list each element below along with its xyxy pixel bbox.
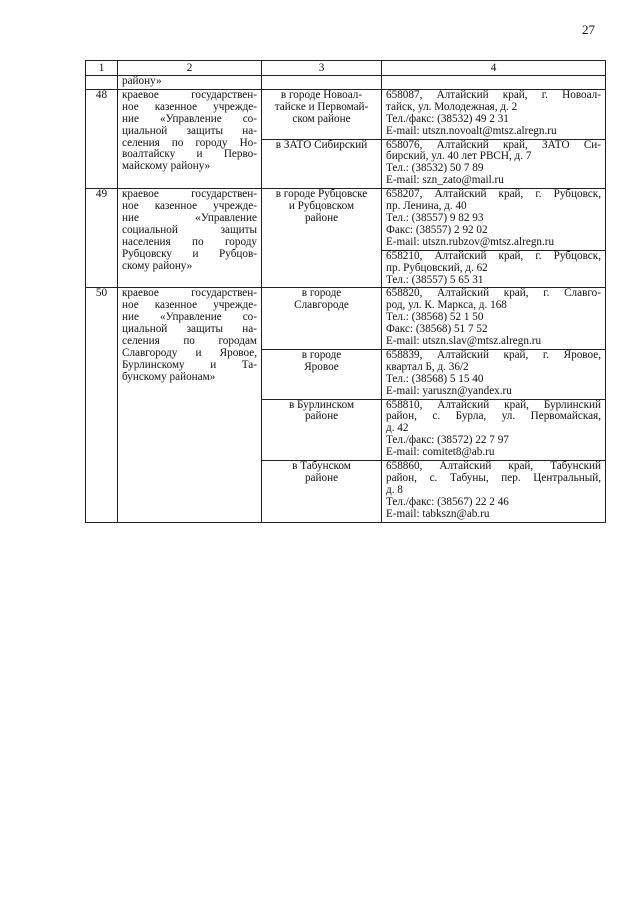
address-line: д. 8 — [386, 483, 403, 496]
column-header: 3 — [262, 61, 382, 76]
organization-line: майскому району» — [122, 160, 211, 173]
address-line: 658210, Алтайский край, г. Рубцовск, — [386, 250, 601, 262]
area-cell — [262, 76, 382, 90]
phone-line: Тел.: (38532) 50 7 89 — [386, 162, 484, 175]
organization-line: ние «Управление со- — [122, 311, 257, 324]
organization-line: ное казенное учрежде- — [122, 100, 257, 113]
address-line: бирский, ул. 40 лет РВСН, д. 7 — [386, 150, 532, 163]
address-cell — [382, 461, 606, 523]
organization-cell — [118, 89, 262, 188]
area-line: ском районе — [292, 112, 351, 125]
organization-line: селения по городу Но- — [122, 136, 257, 149]
area-cell — [262, 461, 382, 523]
page-number: 27 — [582, 22, 595, 37]
organization-line: социальной защиты — [122, 223, 257, 236]
email-line: E-mail: comitet8@ab.ru — [386, 446, 495, 459]
column-header: 2 — [118, 61, 262, 76]
number-cell — [86, 76, 118, 90]
address-line: 658860, Алтайский край, Табунский — [386, 460, 601, 473]
organization-line: ное казенное учрежде- — [122, 200, 257, 213]
address-line: район, с. Табуны, пер. Центральный, — [386, 472, 601, 484]
area-cell — [262, 349, 382, 399]
fax-line: Факс: (38557) 2 92 02 — [386, 223, 488, 236]
header-row — [86, 61, 606, 76]
area-cell — [262, 288, 382, 350]
area-line: районе — [304, 472, 339, 484]
phone-line: Тел.: (38568) 5 15 40 — [386, 372, 484, 385]
address-line: д. 42 — [386, 422, 409, 435]
address-line: квартал Б, д. 36/2 — [386, 360, 469, 373]
address-cell — [382, 399, 606, 461]
organization-line: циальной защиты на- — [122, 124, 257, 137]
area-line: районе — [304, 410, 339, 423]
area-line: в городе Новоал- — [280, 89, 363, 101]
phone-line: Тел./факс: (38572) 22 7 97 — [386, 434, 509, 447]
area-line: и Рубцовском — [288, 200, 355, 213]
organization-line: воалтайску и Перво- — [122, 148, 257, 161]
organization-line: ное казенное учрежде- — [122, 299, 257, 312]
area-line: в ЗАТО Сибирский — [275, 139, 368, 151]
area-cell — [262, 89, 382, 139]
area-line: тайске и Первомай- — [274, 100, 369, 113]
fax-line: Факс: (38568) 51 7 52 — [386, 323, 488, 336]
organization-line: бунскому районам» — [122, 370, 216, 383]
email-line: E-mail: utszn.rubzov@mtsz.alregn.ru — [386, 235, 555, 248]
area-cell — [262, 399, 382, 461]
organization-line: району» — [122, 75, 162, 87]
organization-line: краевое государствен- — [122, 287, 257, 300]
area-line: Яровое — [304, 360, 339, 373]
address-cell — [382, 76, 606, 90]
area-cell — [262, 189, 382, 288]
organization-line: краевое государствен- — [122, 89, 257, 101]
organization-line: Бурлинскому и Та- — [122, 358, 257, 371]
address-cell — [382, 250, 606, 288]
area-line: Славгороде — [294, 299, 349, 312]
address-cell — [382, 189, 606, 251]
address-line: род, ул. К. Маркса, д. 168 — [386, 299, 507, 312]
address-line: тайск, ул. Молодежная, д. 2 — [386, 100, 518, 113]
email-line: E-mail: utszn.novoalt@mtsz.alregn.ru — [386, 124, 557, 137]
organization-line: ние «Управление со- — [122, 112, 257, 125]
address-line: 658087, Алтайский край, г. Новоал- — [386, 89, 601, 101]
phone-line: Тел./факс: (38532) 49 2 31 — [386, 112, 509, 125]
phone-line: Тел./факс: (38567) 22 2 46 — [386, 495, 509, 508]
organization-line: циальной защиты на- — [122, 323, 257, 336]
area-line: в городе Рубцовске — [275, 188, 368, 201]
organization-line: населения по городу — [122, 235, 257, 248]
address-line: пр. Ленина, д. 40 — [386, 200, 467, 213]
phone-line: Тел.: (38557) 5 65 31 — [386, 273, 484, 286]
continuation-row — [86, 76, 606, 90]
address-line: 658820, Алтайский край, г. Славго- — [386, 287, 601, 300]
address-line: 658839, Алтайский край, г. Яровое, — [386, 349, 601, 361]
address-line: 658207, Алтайский край, г. Рубцовск, — [386, 188, 601, 201]
area-line: в городе — [301, 287, 342, 300]
address-cell — [382, 139, 606, 189]
address-line: 658810, Алтайский край, Бурлинский — [386, 399, 601, 411]
organization-line: селения по городам — [122, 335, 257, 348]
organization-cell — [118, 288, 262, 522]
institutions-table — [85, 60, 606, 523]
email-line: E-mail: tabkszn@ab.ru — [386, 507, 490, 520]
row-number: 49 — [86, 189, 118, 288]
table-row — [86, 89, 606, 139]
organization-cell — [118, 189, 262, 288]
email-line: E-mail: szn_zato@mail.ru — [386, 174, 504, 187]
organization-cell — [118, 76, 262, 90]
table-row — [86, 288, 606, 350]
row-number: 50 — [86, 288, 118, 522]
email-line: E-mail: utszn.slav@mtsz.alregn.ru — [386, 335, 542, 348]
organization-line: скому району» — [122, 259, 193, 272]
column-header: 4 — [382, 61, 606, 76]
address-line: 658076, Алтайский край, ЗАТО Си- — [386, 139, 601, 151]
address-cell — [382, 89, 606, 139]
area-line: в городе — [301, 349, 342, 361]
area-cell — [262, 139, 382, 189]
area-line: в Табунском — [292, 460, 351, 473]
organization-line: краевое государствен- — [122, 188, 257, 201]
organization-line: Рубцовску и Рубцов- — [122, 247, 257, 260]
address-cell — [382, 349, 606, 399]
row-number: 48 — [86, 89, 118, 188]
column-header: 1 — [86, 61, 118, 76]
address-line: район, с. Бурла, ул. Первомайская, — [386, 410, 601, 423]
organization-line: Славгороду и Яровое, — [122, 346, 257, 359]
area-line: в Бурлинском — [288, 399, 355, 411]
phone-line: Тел.: (38557) 9 82 93 — [386, 211, 484, 224]
organization-line: ние «Управление — [122, 211, 257, 224]
email-line: E-mail: yaruszn@yandex.ru — [386, 384, 512, 397]
area-line: районе — [304, 211, 339, 224]
address-line: пр. Рубцовский, д. 62 — [386, 261, 488, 274]
table-row — [86, 189, 606, 251]
address-cell — [382, 288, 606, 350]
phone-line: Тел.: (38568) 52 1 50 — [386, 311, 484, 324]
